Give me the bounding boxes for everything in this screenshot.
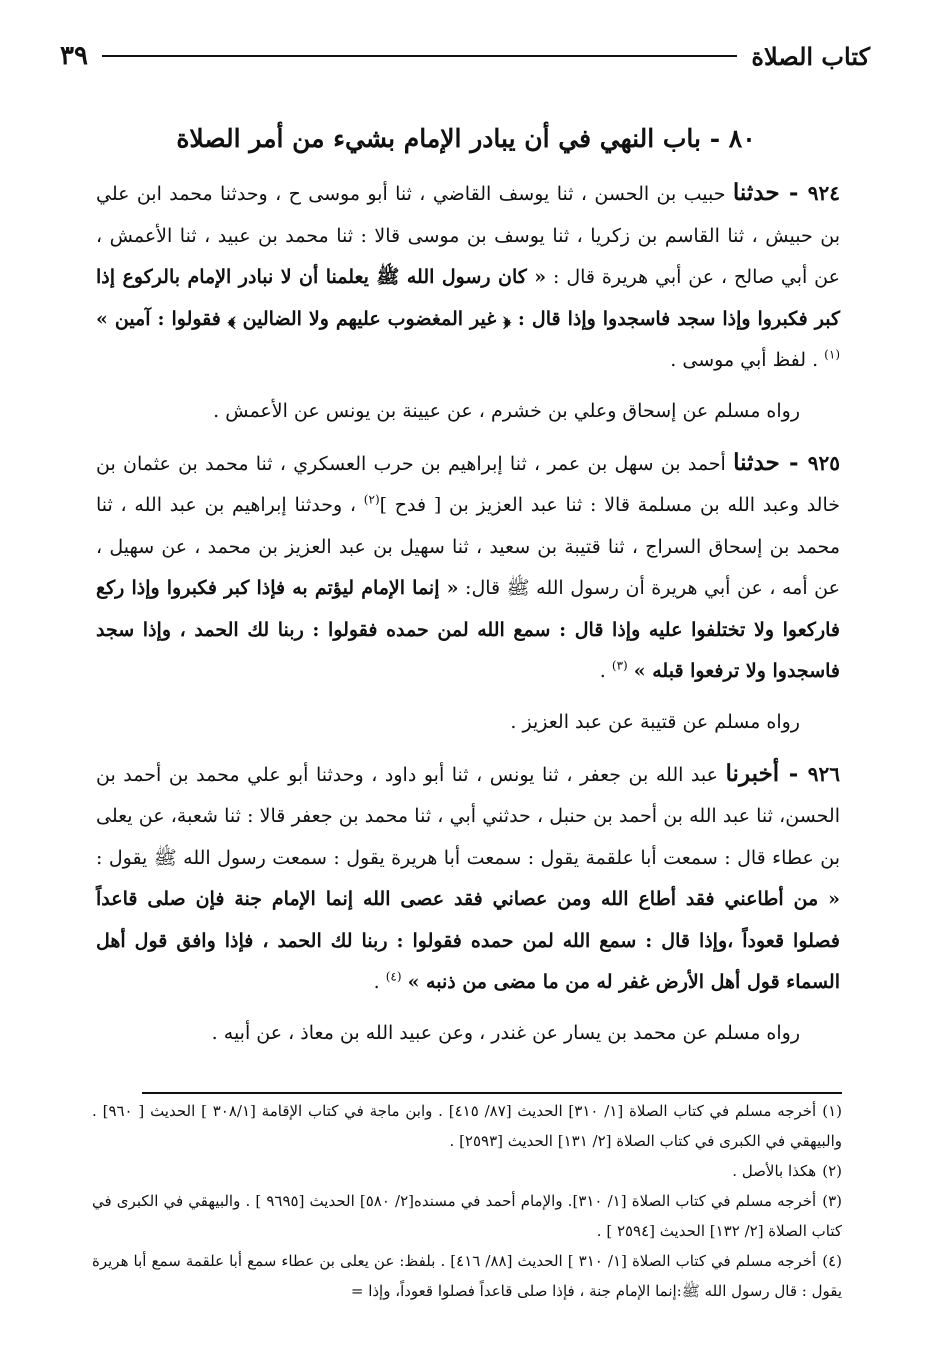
hadith-isnad: عبد الله بن جعفر ، ثنا يونس ، ثنا أبو داود ، وحدثنا أبو علي محمد بن أحمد بن الحسن، ثنا عبد الله بن أحمد بن حنبل ، حدثني أبي ، ثنا محمد بن جعفر قالا : ثنا شعبة، عن يعلى بن عطاء قال : سمعت أبا علقمة يقول : سمعت أبا هريرة يقول : سمعت رسول الله ﷺ يقول :	[96, 763, 840, 869]
footnote-number: (٢)	[822, 1162, 842, 1180]
footnote-number: (١)	[822, 1102, 843, 1120]
footnote-text: أخرجه مسلم في كتاب الصلاة [١/ ٣١٠]. والإمام أحمد في مسنده[٢/ ٥٨٠] الحديث [٩٦٩٥ ] . والبيهقي في الكبرى في كتاب الصلاة [٢/ ١٣٢] الحديث [٢٥٩٤ ] .	[92, 1192, 842, 1240]
footnote-text: أخرجه مسلم في كتاب الصلاة [١/ ٣١٠] الحديث [٨٧/ ٤١٥] . وابن ماجة في كتاب الإقامة [٣٠٨/١ ] الحديث [ ٩٦٠] . والبيهقي في الكبرى في كتاب الصلاة [٢/ ١٣١] الحديث [٢٥٩٣] .	[92, 1102, 842, 1150]
hadith-riwaya: رواه مسلم عن إسحاق وعلي بن خشرم ، عن عيينة بن يونس عن الأعمش .	[213, 399, 800, 422]
hadith-isnad: حبيب بن الحسن ، ثنا يوسف القاضي ، ثنا أبو موسى ح ، وحدثنا محمد ابن علي بن حبيش ، ثنا القاسم بن زكريا ، ثنا يوسف بن موسى قالا : ثنا محمد بن عبيد ، ثنا الأعمش ، عن أبي صالح ، عن أبي هريرة قال :	[96, 183, 840, 288]
hadith-riwaya: رواه مسلم عن محمد بن يسار عن غندر ، وعن عبيد الله بن معاذ ، عن أبيه .	[211, 1021, 800, 1044]
footnote	[92, 1246, 842, 1306]
page-header	[60, 38, 870, 74]
footnote	[92, 1156, 842, 1186]
hadith-isnad-continued: ، وحدثنا إبراهيم بن عبد الله ، ثنا محمد بن إسحاق السراج ، ثنا قتيبة بن سعيد ، ثنا سهيل بن عبد العزيز بن محمد ، عن سهيل ، عن أمه ، عن أبي هريرة أن رسول الله ﷺ قال:	[96, 494, 840, 599]
hadith-tail: .	[373, 971, 380, 993]
footnote-ref: (٣)	[611, 658, 628, 673]
book-title: كتاب الصلاة	[751, 41, 870, 71]
footnote-number: (٣)	[822, 1192, 842, 1210]
hadith-matn: « إنما الإمام ليؤتم به فإذا كبر فكبروا وإذا ركع فاركعوا ولا تختلفوا عليه وإذا قال : سمع الله لمن حمده فقولوا : ربنا لك الحمد ، وإذا سجد فاسجدوا ولا ترفعوا قبله »	[96, 577, 840, 682]
hadith-number: ٩٢٦	[807, 761, 840, 786]
footnote-ref: (٢)	[363, 492, 380, 507]
hadith-matn: « من أطاعني فقد أطاع الله ومن عصاني فقد عصى الله إنما الإمام جنة فإن صلى قاعداً فصلوا قعوداً ،وإذا قال : سمع الله لمن حمده فقولوا : ربنا لك الحمد ، فإذا وافق قول أهل السماء قول أهل الأرض غفر له من ما مضى من ذنبه »	[96, 888, 840, 993]
hadith-number: ٩٢٥	[807, 450, 841, 475]
hadith-lead: حدثنا	[732, 179, 780, 206]
page-number: ٣٩	[60, 41, 88, 71]
hadith-926: ٩٢٦ - أخبرنا عبد الله بن جعفر ، ثنا يونس ، ثنا أبو داود ، وحدثنا أبو علي محمد بن أحمد بن الحسن، ثنا عبد الله بن أحمد بن حنبل ، حدثني أبي ، ثنا محمد بن جعفر قالا : ثنا شعبة، عن يعلى بن عطاء قال : سمعت أبا علقمة يقول : سمعت أبا هريرة يقول : سمعت رسول الله ﷺ يقول : « من أطاعني فقد أطاع الله ومن عصاني فقد عصى الله إنما الإمام جنة فإن صلى قاعداً فصلوا قعوداً ،وإذا قال : سمع الله لمن حمده فقولوا : ربنا لك الحمد ، فإذا وافق قول أهل السماء قول أهل الأرض غفر له من ما مضى من ذنبه » $^{(٤)}$ .	[96, 759, 840, 993]
footnote-ref: (١)	[824, 347, 840, 362]
chapter-title: ٨٠ - باب النهي في أن يبادر الإمام بشيء من أمر الصلاة	[176, 124, 756, 153]
page-body	[96, 172, 840, 1064]
hadith-tail: . لفظ أبي موسى .	[670, 349, 819, 371]
footnote-ref: (٤)	[385, 969, 402, 984]
footnote	[92, 1186, 842, 1246]
footnote-text: هكذا بالأصل .	[732, 1162, 817, 1180]
hadith-tail: .	[599, 660, 606, 682]
hadith-number: ٩٢٤	[807, 181, 841, 205]
footnote-number: (٤)	[822, 1252, 842, 1270]
hadith-matn: « كان رسول الله ﷺ يعلمنا أن لا نبادر الإمام بالركوع إذا كبر فكبروا وإذا سجد فاسجدوا وإذا قال : ﴿ غير المغضوب عليهم ولا الضالين ﴾ فقولوا : آمين »	[96, 266, 840, 330]
hadith-925: ٩٢٥ - حدثنا أحمد بن سهل بن عمر ، ثنا إبراهيم بن حرب العسكري ، ثنا محمد بن عثمان بن خالد وعبد الله بن مسلمة قالا : ثنا عبد العزيز بن [ فدح ]$^{(٢)}$ ، وحدثنا إبراهيم بن عبد الله ، ثنا محمد بن إسحاق السراج ، ثنا قتيبة بن سعيد ، ثنا سهيل بن عبد العزيز بن محمد ، عن سهيل ، عن أمه ، عن أبي هريرة أن رسول الله ﷺ قال: « إنما الإمام ليؤتم به فإذا كبر فكبروا وإذا ركع فاركعوا ولا تختلفوا عليه وإذا قال : سمع الله لمن حمده فقولوا : ربنا لك الحمد ، وإذا سجد فاسجدوا ولا ترفعوا قبله » $^{(٣)}$ .	[96, 448, 841, 682]
hadith-lead: أخبرنا	[725, 759, 780, 787]
hadith-lead: حدثنا	[733, 448, 780, 476]
hadith-924: ٩٢٤ - حدثنا حبيب بن الحسن ، ثنا يوسف القاضي ، ثنا أبو موسى ح ، وحدثنا محمد ابن علي بن حبيش ، ثنا القاسم بن زكريا ، ثنا يوسف بن موسى قالا : ثنا محمد بن عبيد ، ثنا الأعمش ، عن أبي صالح ، عن أبي هريرة قال : « كان رسول الله ﷺ يعلمنا أن لا نبادر الإمام بالركوع إذا كبر فكبروا وإذا سجد فاسجدوا وإذا قال : ﴿ غير المغضوب عليهم ولا الضالين ﴾ فقولوا : آمين » $^{(١)}$ . لفظ أبي موسى .	[96, 179, 841, 371]
footnote-rule	[142, 1092, 842, 1094]
header-rule	[102, 55, 737, 57]
hadith-riwaya: رواه مسلم عن قتيبة عن عبد العزيز .	[510, 710, 800, 733]
hadith-isnad: أحمد بن سهل بن عمر ، ثنا إبراهيم بن حرب العسكري ، ثنا محمد بن عثمان بن خالد وعبد الله بن مسلمة قالا : ثنا عبد العزيز بن [ فدح ]	[96, 452, 841, 516]
footnote	[92, 1096, 842, 1156]
footnote-text: أخرجه مسلم في كتاب الصلاة [١/ ٣١٠ ] الحديث [٨٨/ ٤١٦] . بلفظ: عن يعلى بن عطاء سمع أبا علقمة سمع أبا هريرة يقول : قال رسول الله ﷺ:إنما الإمام جنة ، فإذا صلى قاعداً فصلوا قعوداً، وإذا =	[92, 1252, 842, 1300]
footnotes	[92, 1096, 842, 1306]
